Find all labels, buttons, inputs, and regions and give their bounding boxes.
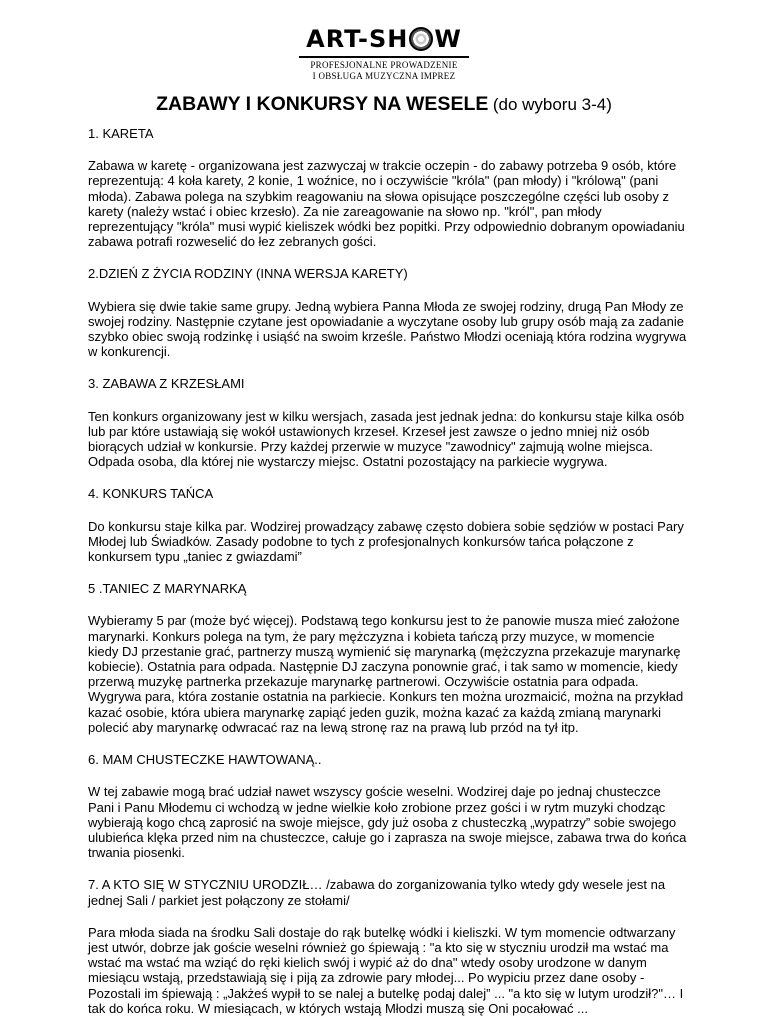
art-show-logo (0, 24, 768, 82)
section-2 (88, 266, 688, 359)
section-heading: 6. MAM CHUSTECZKE HAWTOWANĄ.. (88, 752, 322, 768)
section-paragraph: Do konkursu staje kilka par. Wodzirej prowadzący zabawę często dobiera sobie sędziów w postaci Pary Młodej lub Świadków. Zasady podobne to tych z profesjonalnych konkursów tańca połączone z konkursem typu „taniec z gwiazdami” (88, 518, 684, 565)
logo-title-left: ART-SH (306, 25, 409, 53)
section-heading: 7. A KTO SIĘ W STYCZNIU URODZIŁ… /zabawa do zorganizowania tylko wtedy gdy wesele jest na jednej Sali / parkiet jest połączony ze stołami/ (88, 877, 666, 908)
section-paragraph: Zabawa w karetę - organizowana jest zazwyczaj w trakcie oczepin - do zabawy potrzeba 9 osób, które reprezentują: 4 koła karety, 2 konie, 1 woźnice, no i oczywiście "króla" (pan młody) i "królową" (pani młoda). Zabawa polega na szybkim reagowaniu na słowa opisujące poszczególne części lub osoby z karety (należy wstać i obiec krzesło). Za nie zareagowanie na słowo np. "król", pan młody reprezentujący "króla" musi wypić kieliszek wódki bez popitki. Przy odpowiednio dobranym opowiadaniu zabawa potrafi rozweselić do łez zebranych gości. (88, 158, 685, 250)
section-paragraph: Ten konkurs organizowany jest w kilku wersjach, zasada jest jednak jedna: do konkursu staje kilka osób lub par które ustawiają się wokół ustawionych krzeseł. Krzeseł jest zawsze o jedno mniej niż osób biorących udział w konkursie. Przy każdej przerwie w muzyce "zawodnicy" zajmują wolne miejsca. Odpada osoba, dla której nie wystarczy miejsc. Ostatni pozostający na parkiecie wygrywa. (88, 408, 685, 470)
section-5 (88, 581, 688, 735)
section-paragraph: Para młoda siada na środku Sali dostaje do rąk butelkę wódki i kieliszki. W tym momencie odtwarzany jest utwór, dobrze jak goście weselni również go śpiewają : "a kto się w styczniu urodził ma wstać ma wstać ma wstać ma wziąć do ręki kielich swój i wypić aż do dna" wtedy osoby urodzone w danym miesiącu wstają, przedstawiają się i piją za zdrowie pary młodej... Po wypiciu przez dane osoby - Pozostali im śpiewają : „Jakżeś wypił to se nalej a butelkę podaj dalej” ... "a kto się w lutym urodził?"… I tak do końca roku. W miesiącach, w których wstają Młodzi muszą się Oni pocałować ... (88, 924, 684, 1016)
globe-icon (409, 27, 433, 51)
section-3 (88, 376, 688, 469)
logo-tagline-2: I OBSŁUGA MUZYCZNA IMPREZ (312, 71, 456, 81)
document-title (0, 92, 768, 118)
logo-title (306, 24, 462, 54)
section-heading: 3. ZABAWA Z KRZESŁAMI (88, 376, 245, 392)
document-body (88, 126, 688, 1033)
section-heading: 5 .TANIEC Z MARYNARKĄ (88, 581, 247, 597)
section-7 (88, 877, 688, 1016)
logo-tagline-1: PROFESJONALNE PROWADZENIE (310, 60, 458, 70)
document-title-main: ZABAWY I KONKURSY NA WESELE (156, 93, 489, 115)
section-paragraph: W tej zabawie mogą brać udział nawet wszyscy goście weselni. Wodzirej daje po jednaj chusteczce Pani i Panu Młodemu ci wchodzą w jedne wielkie koło zrobione przez gości i w rytm muzyki chodząc wybierają kogo chcą zaprosić na swoje miejsce, gdy już osoba z chusteczką „wypatrzy” sobie swojego ulubieńca klęka przed nim na chusteczce, całuje go i zaprasza na swoje miejsce, zabawa trwa do końca trwania piosenki. (88, 784, 687, 861)
section-paragraph: Wybieramy 5 par (może być więcej). Podstawą tego konkursu jest to że panowie musza mieć założone marynarki. Konkurs polega na tym, że pary mężczyzna i kobieta tańczą przy muzyce, w momencie kiedy DJ przestanie grać, partnerzy muszą wymienić się marynarką (mężczyzna przekazuje marynarkę kobiecie). Ostatnia para odpada. Następnie DJ zaczyna ponownie grać, i tak samo w momencie, kiedy przerwą muzykę partnerka przekazuje marynarkę partnerowi. Oczywiście ostatnia para odpada. Wygrywa para, która zostanie ostatnia na parkiecie. Konkurs ten można urozmaicić, można na przykład kazać osobie, która ubiera marynarkę zapiąć jeden guzik, można kazać za każdą zmianą marynarki polecić aby marynarkę odwracać raz na lewą stronę raz na prawą lub przód na tył itp. (88, 613, 684, 735)
document-title-note: (do wyboru 3-4) (492, 95, 612, 114)
section-6 (88, 752, 688, 860)
section-paragraph: Wybiera się dwie takie same grupy. Jedną wybiera Panna Młoda ze swojej rodziny, drugą Pan Młody ze swojej rodziny. Następnie czytane jest opowiadanie a wyczytane osoby lub grupy osób mają za zadanie szybko obiec swoją rodzinkę i usiąść na swoim krześle. Państwo Młodzi oceniają która rodzina wygrywa w konkurencji. (88, 298, 687, 360)
section-heading: 1. KARETA (88, 126, 154, 141)
logo-divider (299, 56, 469, 58)
section-heading: 4. KONKURS TAŃCA (88, 486, 214, 502)
section-4 (88, 486, 688, 564)
section-heading: 2.DZIEŃ Z ŻYCIA RODZINY (INNA WERSJA KARETY) (88, 266, 408, 282)
logo-title-right: W (434, 25, 462, 53)
section-1 (88, 126, 688, 249)
